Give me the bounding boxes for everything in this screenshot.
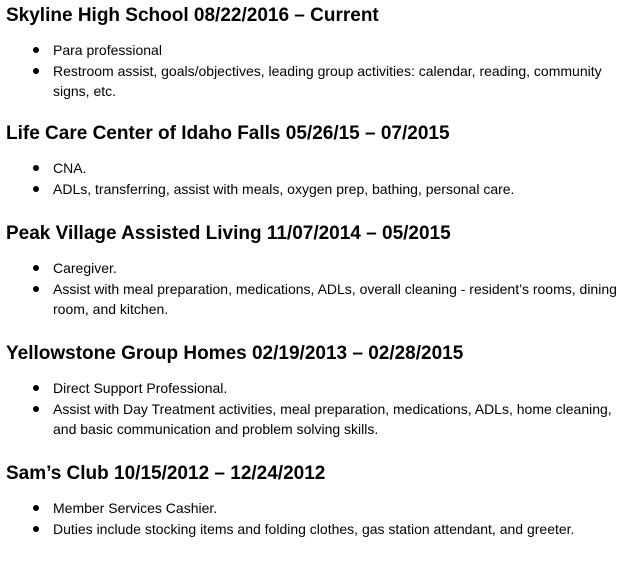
job-duties-list — [0, 498, 638, 539]
bullet-icon — [33, 526, 39, 532]
list-item — [0, 40, 638, 60]
list-item — [0, 378, 638, 398]
list-item — [0, 279, 638, 319]
job-duties-list — [0, 158, 638, 199]
job-entry-life-care — [0, 122, 638, 200]
bullet-icon — [33, 47, 39, 53]
bullet-icon — [33, 186, 39, 192]
list-item-text: Direct Support Professional. — [53, 380, 228, 396]
list-item — [0, 519, 638, 539]
bullet-icon — [33, 406, 39, 412]
job-duties-list — [0, 258, 638, 319]
list-item — [0, 399, 638, 439]
job-entry-sams-club — [0, 462, 638, 540]
bullet-icon — [33, 286, 39, 292]
list-item-text: ADLs, transferring, assist with meals, oxygen prep, bathing, personal care. — [53, 181, 515, 197]
list-item-text: Para professional — [53, 42, 162, 58]
bullet-icon — [33, 385, 39, 391]
job-heading: Peak Village Assisted Living 11/07/2014 – 05/2015 — [6, 223, 451, 244]
bullet-icon — [33, 265, 39, 271]
list-item-text: Assist with meal preparation, medications, ADLs, overall cleaning - resident’s rooms, dining room, and kitchen. — [53, 281, 617, 317]
list-item — [0, 498, 638, 518]
list-item-text: Restroom assist, goals/objectives, leading group activities: calendar, reading, community signs, etc. — [53, 63, 602, 99]
list-item — [0, 61, 638, 101]
job-duties-list — [0, 40, 638, 101]
bullet-icon — [33, 68, 39, 74]
job-duties-list — [0, 378, 638, 439]
list-item — [0, 179, 638, 199]
job-entry-skyline — [0, 4, 638, 102]
bullet-icon — [33, 165, 39, 171]
list-item-text: Caregiver. — [53, 260, 117, 276]
list-item-text: Member Services Cashier. — [53, 500, 218, 516]
job-entry-yellowstone — [0, 342, 638, 440]
job-heading: Skyline High School 08/22/2016 – Current — [6, 5, 379, 26]
job-entry-peak-village — [0, 222, 638, 320]
bullet-icon — [33, 505, 39, 511]
job-heading: Yellowstone Group Homes 02/19/2013 – 02/28/2015 — [6, 343, 464, 364]
list-item — [0, 158, 638, 178]
job-heading: Sam’s Club 10/15/2012 – 12/24/2012 — [6, 463, 326, 484]
list-item-text: Assist with Day Treatment activities, meal preparation, medications, ADLs, home cleaning, and basic communication and problem solving skills. — [53, 401, 612, 437]
list-item-text: Duties include stocking items and folding clothes, gas station attendant, and greeter. — [53, 521, 575, 537]
job-heading: Life Care Center of Idaho Falls 05/26/15 – 07/2015 — [6, 123, 450, 144]
list-item-text: CNA. — [53, 160, 87, 176]
list-item — [0, 258, 638, 278]
